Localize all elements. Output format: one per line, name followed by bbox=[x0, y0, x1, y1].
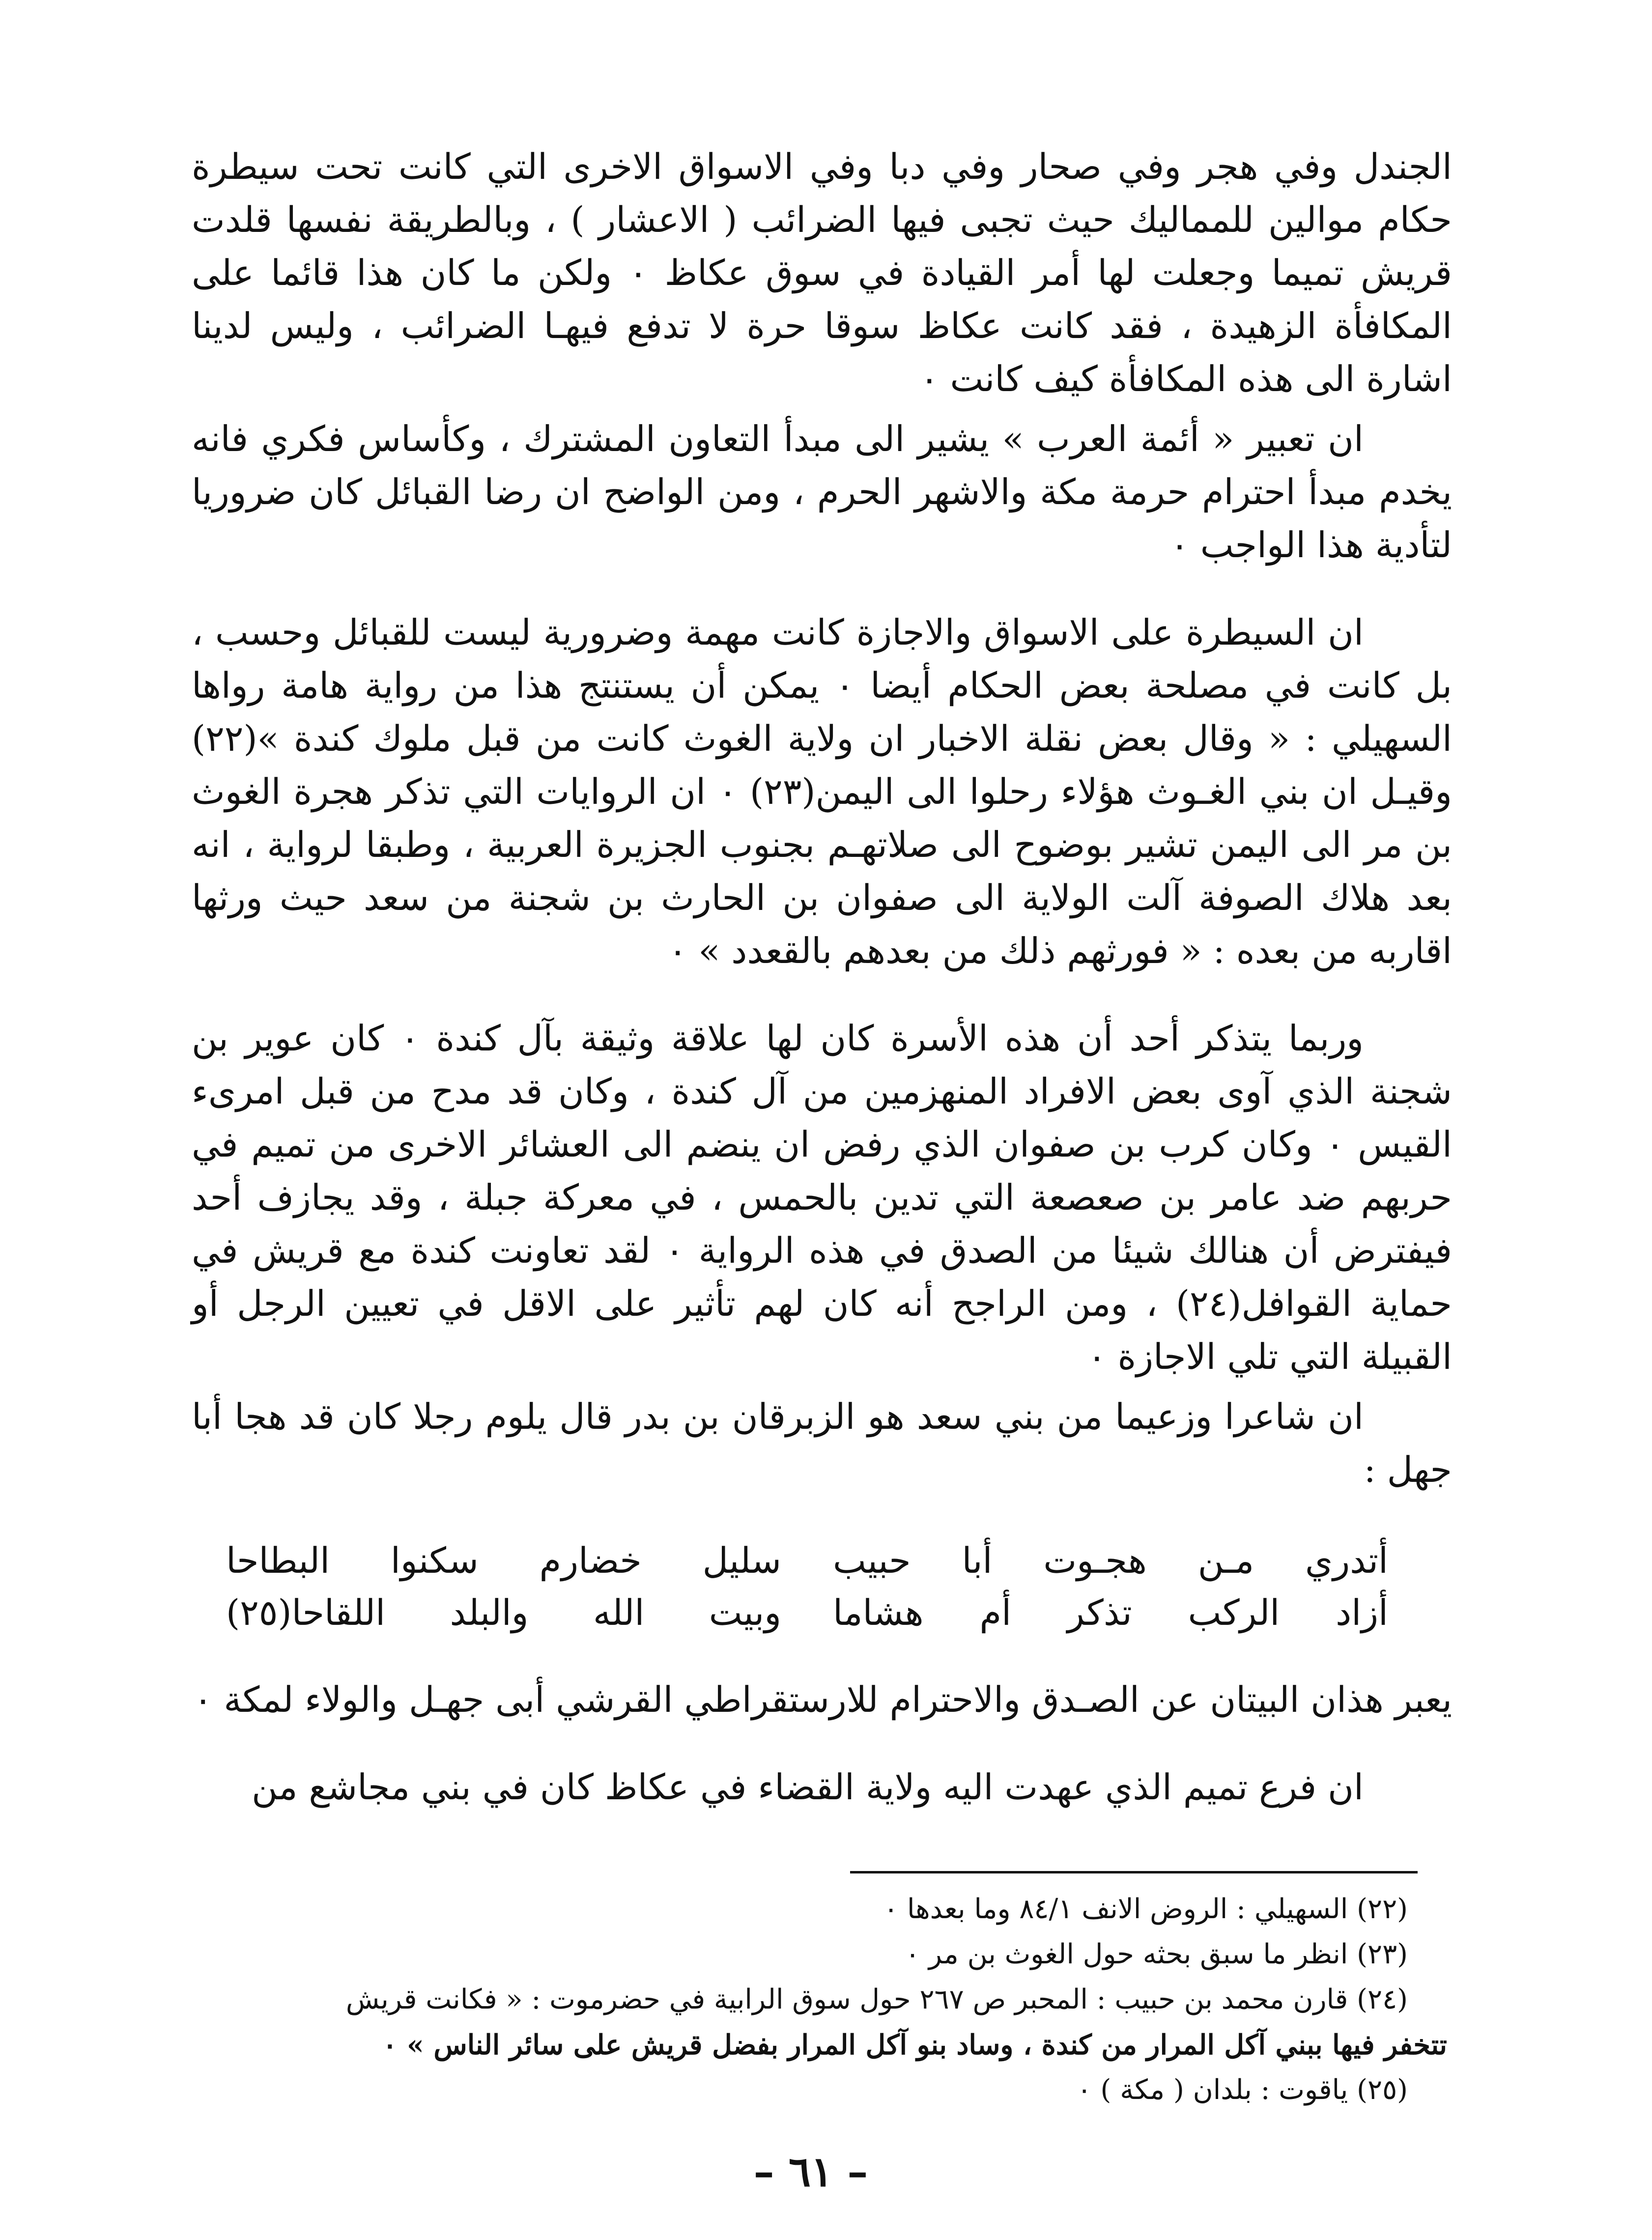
footnote-separator bbox=[850, 1871, 1418, 1873]
paragraph-after-poem: يعبر هذان البيتان عن الصـدق والاحترام للارستقراطي القرشي أبى جهـل والولاء لمكة ٠ bbox=[193, 1679, 1452, 1720]
paragraph-4: وربما يتذكر أحد أن هذه الأسرة كان لها علاقة وثيقة بآل كندة ٠ كان عوير بن شجنة الذي آوى بعض الافراد المنهزمين من آل كندة ، وكان قد مدح من قبل امرىء القيس ٠ وكان كرب بن صفوان الذي رفض ان ينضم الى العشائر الاخرى من تميم في حربهم ضد عامر بن صعصعة التي تدين بالحمس ، في معركة جبلة ، وقد يجازف أحد فيفترض أن هنالك شيئا من الصدق في هذه الرواية ٠ لقد تعاونت كندة مع قريش في حماية القوافل(٢٤) ، ومن الراجح أنه كان لهم تأثير على الاقل في تعيين الرجل أو القبيلة التي تلي الاجازة ٠ bbox=[192, 1018, 1452, 1377]
footnotes bbox=[192, 1887, 1447, 2113]
paragraph-last: ان فرع تميم الذي عهدت اليه ولاية القضاء في عكاظ كان في بني مجاشع من bbox=[252, 1766, 1364, 1808]
main-text bbox=[192, 140, 1452, 1814]
footnote-24: (٢٤) قارن محمد بن حبيب : المحبر ص ٢٦٧ حول سوق الرابية في حضرموت : « فكانت قريش bbox=[345, 1984, 1408, 2015]
footnote-23: (٢٣) انظر ما سبق بحثه حول الغوث بن مر ٠ bbox=[905, 1938, 1408, 1970]
paragraph-2: ان تعبير « أئمة العرب » يشير الى مبدأ التعاون المشترك ، وكأساس فكري فانه يخدم مبدأ احترام حرمة مكة والاشهر الحرم ، ومن الواضح ان رضا القبائل كان ضروريا لتأدية هذا الواجب ٠ bbox=[192, 418, 1452, 566]
poem-verse bbox=[192, 1587, 1452, 1639]
poem-hemistich-second: سليل خضارم سكنوا البطاحا bbox=[226, 1540, 781, 1581]
page-number: – ٦١ – bbox=[753, 2147, 868, 2196]
poem-hemistich-first: أزاد الركب تذكر أم هشاما bbox=[833, 1592, 1388, 1633]
paragraph-5: ان شاعرا وزعيما من بني سعد هو الزبرقان بن بدر قال يلوم رجلا كان قد هجا أبا جهل : bbox=[192, 1396, 1452, 1490]
paragraph-3: ان السيطرة على الاسواق والاجازة كانت مهمة وضرورية ليست للقبائل وحسب ، بل كانت في مصلحة بعض الحكام أيضا ٠ يمكن أن يستنتج هذا من رواية هامة رواها السهيلي : « وقال بعض نقلة الاخبار ان ولاية الغوث كانت من قبل ملوك كندة »(٢٢) وقيـل ان بني الغـوث هؤلاء رحلوا الى اليمن(٢٣) ٠ ان الروايات التي تذكر هجرة الغوث بن مر الى اليمن تشير بوضوح الى صلاتهـم بجنوب الجزيرة العربية ، وطبقا لرواية ، انه بعد هلاك الصوفة آلت الولاية الى صفوان بن الحارث بن شجنة من سعد حيث ورثها اقاربه من بعده : « فورثهم ذلك من بعدهم بالقعدد » ٠ bbox=[192, 612, 1453, 971]
poem-verse bbox=[192, 1534, 1452, 1587]
poem bbox=[192, 1534, 1452, 1639]
footnote-24-continued: تتخفر فيها ببني آكل المرار من كندة ، وساد بنو آكل المرار بفضل قريش على سائر الناس » ٠ bbox=[382, 2029, 1447, 2061]
footnote-25: (٢٥) ياقوت : بلدان ( مكة ) ٠ bbox=[1077, 2074, 1408, 2106]
poem-hemistich-first: أتدري مـن هجـوت أبا حبيب bbox=[833, 1540, 1388, 1581]
footnote-22: (٢٢) السهيلي : الروض الانف ٨٤/١ وما بعدها ٠ bbox=[883, 1893, 1408, 1925]
poem-hemistich-second: وبيت الله والبلد اللقاحا(٢٥) bbox=[226, 1592, 781, 1633]
paragraph-1: الجندل وفي هجر وفي صحار وفي دبا وفي الاسواق الاخرى التي كانت تحت سيطرة حكام موالين للمماليك حيث تجبى فيها الضرائب ( الاعشار ) ، وبالطريقة نفسها قلدت قريش تميما وجعلت لها أمر القيادة في سوق عكاظ ٠ ولكن ما كان هذا قائما على المكافأة الزهيدة ، فقد كانت عكاظ سوقا حرة لا تدفع فيهـا الضرائب ، وليس لدينا اشارة الى هذه المكافأة كيف كانت ٠ bbox=[192, 146, 1452, 399]
